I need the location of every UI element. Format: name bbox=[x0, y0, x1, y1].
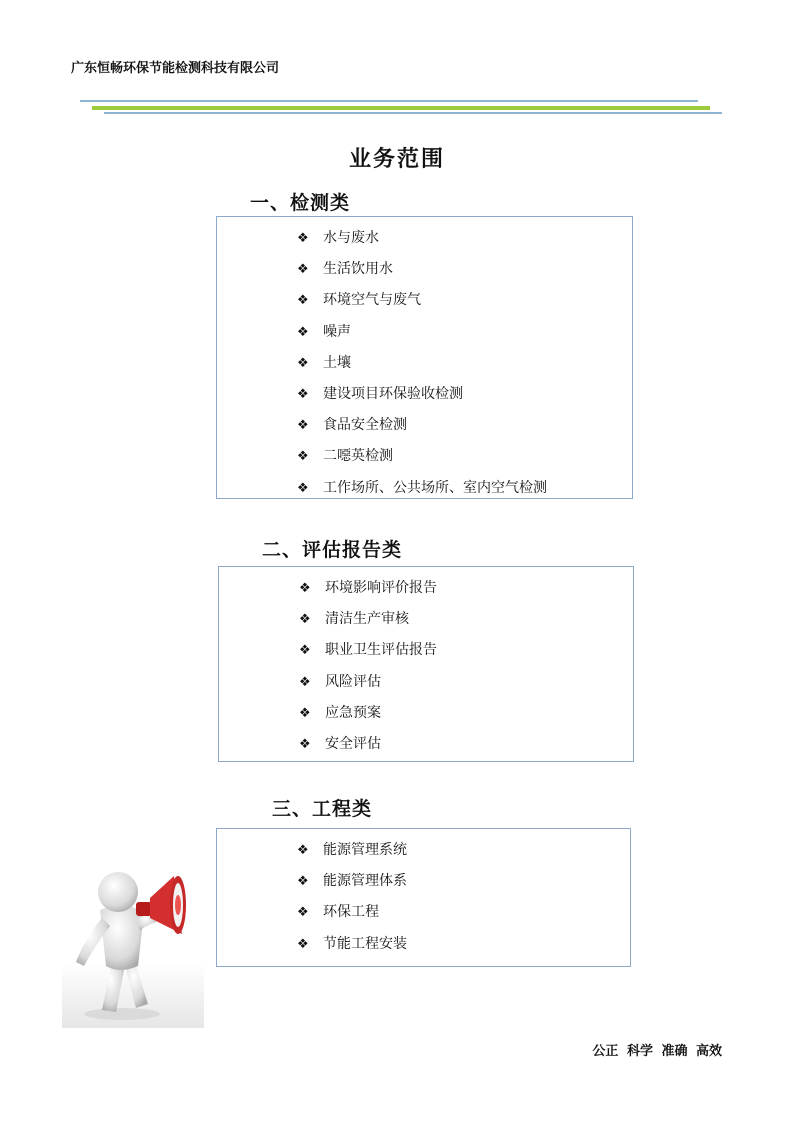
company-name: 广东恒畅环保节能检测科技有限公司 bbox=[71, 61, 280, 76]
list-item: ❖ 水与废水 bbox=[297, 223, 547, 254]
page-title: 业务范围 bbox=[348, 146, 445, 172]
bullet-icon: ❖ bbox=[299, 581, 311, 596]
list-item: ❖ 土壤 bbox=[297, 348, 547, 379]
section-box-assessment bbox=[218, 566, 634, 762]
header-rule-top bbox=[80, 100, 698, 102]
bullet-icon: ❖ bbox=[297, 480, 309, 496]
list-item: ❖ 节能工程安装 bbox=[297, 929, 407, 960]
list-item: ❖ 环境影响评价报告 bbox=[299, 573, 437, 604]
section-box-testing bbox=[216, 216, 633, 499]
section-list-testing bbox=[297, 223, 547, 504]
footer-motto: 公正 科学 准确 高效 bbox=[592, 1044, 722, 1059]
bullet-icon: ❖ bbox=[297, 293, 309, 309]
list-item: ❖ 清洁生产审核 bbox=[299, 604, 437, 635]
person-with-megaphone-icon bbox=[62, 862, 204, 1028]
list-item: ❖ 职业卫生评估报告 bbox=[299, 635, 437, 666]
bullet-icon: ❖ bbox=[299, 705, 311, 721]
section-list-assessment bbox=[299, 573, 437, 760]
list-item: ❖ 环境空气与废气 bbox=[297, 285, 547, 316]
bullet-icon: ❖ bbox=[297, 262, 309, 278]
header-rule-middle bbox=[92, 106, 710, 110]
bullet-icon: ❖ bbox=[297, 449, 309, 465]
list-item: ❖ 生活饮用水 bbox=[297, 254, 547, 285]
list-item: ❖ 食品安全检测 bbox=[297, 410, 547, 441]
bullet-icon: ❖ bbox=[297, 324, 309, 340]
list-item: ❖ 工作场所、公共场所、室内空气检测 bbox=[297, 473, 547, 504]
bullet-icon: ❖ bbox=[297, 936, 309, 952]
bullet-icon: ❖ bbox=[299, 643, 311, 659]
bullet-icon: ❖ bbox=[299, 612, 311, 628]
bullet-icon: ❖ bbox=[299, 674, 311, 690]
bullet-icon: ❖ bbox=[297, 418, 309, 434]
bullet-icon: ❖ bbox=[297, 386, 309, 402]
section-heading-testing: 一、检测类 bbox=[250, 192, 351, 214]
header-rule-bottom bbox=[104, 112, 722, 114]
section-list-engineering bbox=[297, 835, 407, 960]
bullet-icon: ❖ bbox=[297, 905, 309, 921]
bullet-icon: ❖ bbox=[297, 231, 309, 246]
section-heading-engineering: 三、工程类 bbox=[272, 798, 373, 820]
list-item: ❖ 建设项目环保验收检测 bbox=[297, 379, 547, 410]
list-item: ❖ 安全评估 bbox=[299, 729, 437, 760]
bullet-icon: ❖ bbox=[297, 843, 309, 858]
list-item: ❖ 应急预案 bbox=[299, 698, 437, 729]
list-item: ❖ 二噁英检测 bbox=[297, 441, 547, 472]
list-item: ❖ 能源管理系统 bbox=[297, 835, 407, 866]
bullet-icon: ❖ bbox=[299, 736, 311, 752]
bullet-icon: ❖ bbox=[297, 874, 309, 890]
section-heading-assessment: 二、评估报告类 bbox=[262, 539, 403, 561]
list-item: ❖ 风险评估 bbox=[299, 667, 437, 698]
list-item: ❖ 能源管理体系 bbox=[297, 866, 407, 897]
list-item: ❖ 噪声 bbox=[297, 317, 547, 348]
list-item: ❖ 环保工程 bbox=[297, 897, 407, 928]
section-box-engineering bbox=[216, 828, 631, 967]
bullet-icon: ❖ bbox=[297, 355, 309, 371]
